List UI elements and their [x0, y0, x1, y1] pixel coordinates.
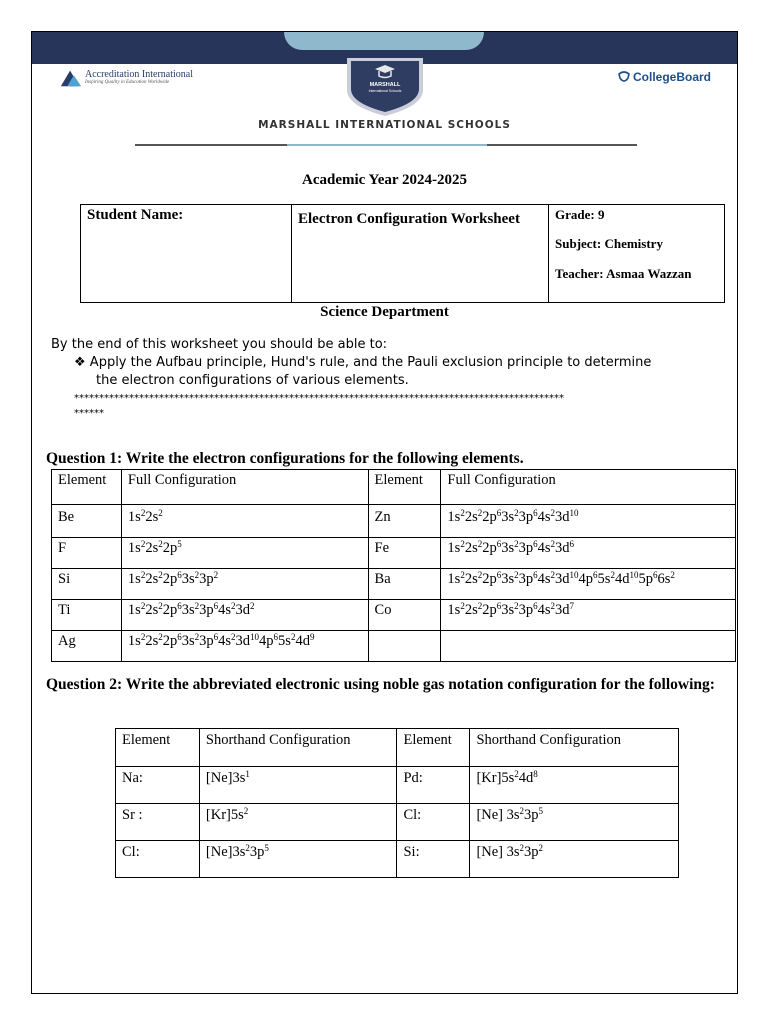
configuration-cell: $1s^22s^22p^63s^23p^64s^23d^{10}4p^65s^24d^9$ — [121, 631, 368, 662]
element-cell: Cl: — [397, 804, 470, 841]
column-header: Element — [52, 470, 122, 505]
worksheet-page — [31, 31, 738, 994]
crest-text: MARSHALL — [369, 82, 401, 88]
column-header: Element — [116, 729, 200, 767]
worksheet-title-cell — [292, 205, 549, 302]
accreditation-logo — [59, 68, 193, 88]
column-header: Full Configuration — [121, 470, 368, 505]
objective-text-line1: Apply the Aufbau principle, Hund's rule, and the Pauli exclusion principle to determine — [89, 355, 652, 370]
question1-header-row — [52, 470, 736, 505]
configuration-cell: $1s^22s^22p^63s^23p^64s^23d^2$ — [121, 600, 368, 631]
configuration-cell: [Ne] $3s^23p^5$ — [470, 804, 679, 841]
table-row — [52, 569, 736, 600]
academic-year: Academic Year 2024-2025 — [302, 172, 467, 188]
column-header: Shorthand Configuration — [470, 729, 679, 767]
configuration-cell: $[Ne]3s^1$ — [199, 767, 397, 804]
element-cell: Ba — [368, 569, 441, 600]
question1-table — [51, 469, 736, 662]
header-banner-tab — [284, 32, 484, 50]
diamond-bullet-icon: ❖ — [74, 355, 86, 370]
accreditation-name: Accreditation International — [85, 69, 194, 80]
separator-line2: ****** — [74, 408, 104, 419]
element-cell: Ag — [52, 631, 122, 662]
objective-text-line2: the electron configurations of various elements. — [96, 373, 409, 388]
question2-header-row — [116, 729, 679, 767]
accreditation-triangle-icon — [59, 68, 83, 88]
class-info-cell — [549, 205, 724, 302]
department-title: Science Department — [320, 304, 449, 320]
configuration-cell: $1s^22s^22p^63s^23p^64s^23d^{10}4p^65s^24d^{10}5p^66s^2$ — [441, 569, 736, 600]
separator-line1: ************************************************************************************************** — [74, 393, 564, 404]
table-row — [116, 841, 679, 878]
element-cell: Si: — [397, 841, 470, 878]
element-cell: Zn — [368, 505, 441, 538]
configuration-cell: $1s^22s^22p^63s^23p^64s^23d^6$ — [441, 538, 736, 569]
student-name-cell[interactable] — [81, 205, 292, 302]
separator-stars — [74, 391, 737, 421]
collegeboard-name: CollegeBoard — [632, 70, 711, 84]
column-header: Full Configuration — [441, 470, 736, 505]
subject-label: Subject: Chemistry — [555, 236, 663, 251]
configuration-cell: $1s^22s^2$ — [121, 505, 368, 538]
objectives-intro: By the end of this worksheet you should be able to: — [51, 337, 388, 352]
configuration-cell — [441, 631, 736, 662]
element-cell — [368, 631, 441, 662]
element-cell: Co — [368, 600, 441, 631]
configuration-cell: [Ne] $3s^23p^2$ — [470, 841, 679, 878]
question1-title: Question 1: Write the electron configurations for the following elements. — [46, 450, 524, 467]
objective-item — [74, 354, 738, 390]
collegeboard-acorn-icon — [617, 70, 631, 84]
element-cell: Sr : — [116, 804, 200, 841]
configuration-cell: $1s^22s^22p^63s^23p^64s^23d^{10}$ — [441, 505, 736, 538]
table-row — [52, 600, 736, 631]
column-header: Shorthand Configuration — [199, 729, 397, 767]
configuration-cell: $[Kr]5s^24d^8$ — [470, 767, 679, 804]
element-cell: Ti — [52, 600, 122, 631]
element-cell: Pd: — [397, 767, 470, 804]
accreditation-tagline: Inspiring Quality in Education Worldwide — [85, 80, 170, 85]
configuration-cell: $[Ne]3s^23p^5$ — [199, 841, 397, 878]
student-info-table — [80, 204, 725, 303]
question2-table — [115, 728, 679, 878]
crest-subtext: International Schools — [368, 89, 402, 93]
header-divider-accent — [287, 144, 487, 146]
element-cell: Si — [52, 569, 122, 600]
column-header: Element — [368, 470, 441, 505]
school-name: MARSHALL INTERNATIONAL SCHOOLS — [258, 119, 511, 131]
student-name-label: Student Name: — [87, 207, 184, 223]
element-cell: Na: — [116, 767, 200, 804]
element-cell: F — [52, 538, 122, 569]
element-cell: Be — [52, 505, 122, 538]
table-row — [116, 767, 679, 804]
school-crest-logo — [345, 56, 425, 116]
element-cell: Fe — [368, 538, 441, 569]
configuration-cell: $[Kr]5s^2$ — [199, 804, 397, 841]
column-header: Element — [397, 729, 470, 767]
question2-title: Question 2: Write the abbreviated electronic using noble gas notation configuration for the following: — [46, 676, 715, 693]
table-row — [116, 804, 679, 841]
configuration-cell: $1s^22s^22p^63s^23p^64s^23d^7$ — [441, 600, 736, 631]
table-row — [52, 505, 736, 538]
configuration-cell: $1s^22s^22p^5$ — [121, 538, 368, 569]
table-row — [52, 631, 736, 662]
collegeboard-logo — [617, 70, 711, 84]
element-cell: Cl: — [116, 841, 200, 878]
grade-label: Grade: 9 — [555, 207, 605, 222]
table-row — [52, 538, 736, 569]
configuration-cell: $1s^22s^22p^63s^23p^2$ — [121, 569, 368, 600]
teacher-label: Teacher: Asmaa Wazzan — [555, 266, 692, 281]
worksheet-title: Electron Configuration Worksheet — [298, 211, 520, 227]
